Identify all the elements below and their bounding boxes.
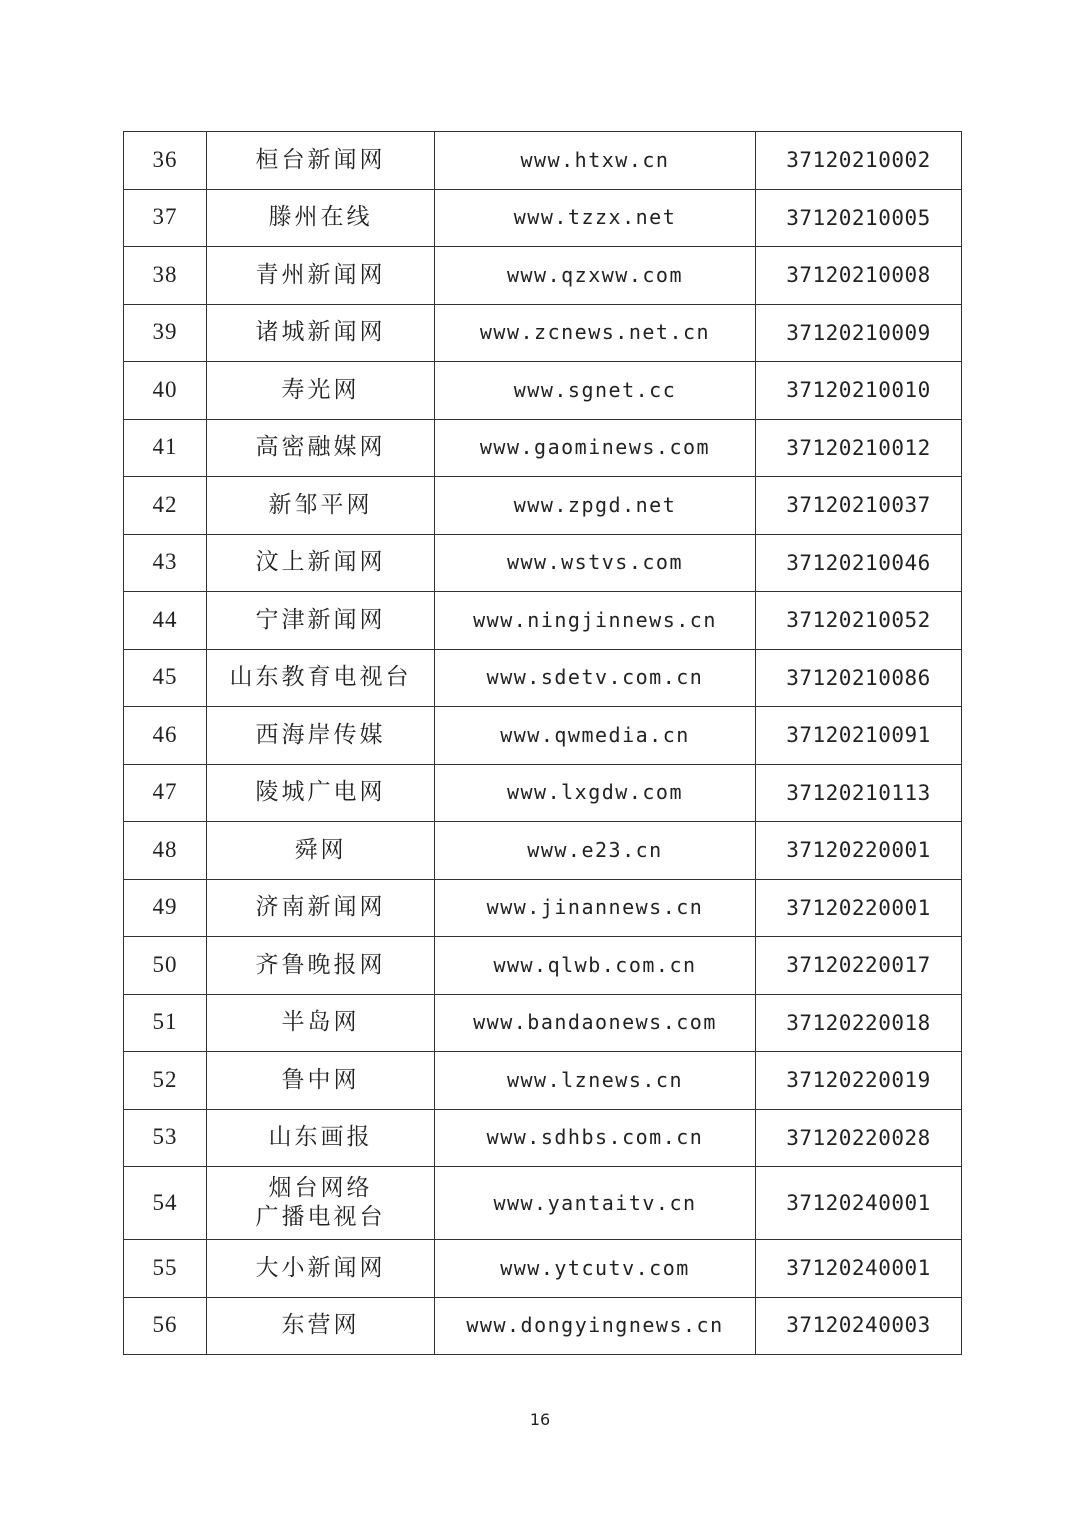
table-row — [124, 994, 962, 1052]
table-row — [124, 592, 962, 650]
row-number: 39 — [124, 304, 207, 362]
site-name: 齐鲁晚报网 — [207, 937, 435, 995]
table-row — [124, 764, 962, 822]
site-name: 宁津新闻网 — [207, 592, 435, 650]
page-number: 16 — [529, 1410, 551, 1429]
registration-code: 37120220018 — [756, 994, 962, 1052]
row-number: 50 — [124, 937, 207, 995]
row-number: 43 — [124, 534, 207, 592]
registration-code: 37120210008 — [756, 247, 962, 305]
registration-code: 37120240001 — [756, 1167, 962, 1240]
site-url: www.dongyingnews.cn — [435, 1297, 756, 1354]
registration-code: 37120210002 — [756, 132, 962, 190]
table-row — [124, 707, 962, 765]
registration-code: 37120210086 — [756, 649, 962, 707]
site-url: www.lznews.cn — [435, 1052, 756, 1110]
registration-code: 37120220017 — [756, 937, 962, 995]
site-url: www.qzxww.com — [435, 247, 756, 305]
table-row — [124, 304, 962, 362]
table-row — [124, 1297, 962, 1354]
site-name: 高密融媒网 — [207, 419, 435, 477]
table-row — [124, 649, 962, 707]
site-name — [207, 1167, 435, 1240]
row-number: 45 — [124, 649, 207, 707]
site-name: 舜网 — [207, 822, 435, 880]
registration-code: 37120220028 — [756, 1109, 962, 1167]
registration-code: 37120210037 — [756, 477, 962, 535]
site-url: www.wstvs.com — [435, 534, 756, 592]
row-number: 40 — [124, 362, 207, 420]
site-name: 诸城新闻网 — [207, 304, 435, 362]
site-name: 半岛网 — [207, 994, 435, 1052]
site-name: 鲁中网 — [207, 1052, 435, 1110]
registration-code: 37120210052 — [756, 592, 962, 650]
registration-code: 37120240001 — [756, 1240, 962, 1298]
row-number: 46 — [124, 707, 207, 765]
row-number: 42 — [124, 477, 207, 535]
site-name: 山东画报 — [207, 1109, 435, 1167]
table-row — [124, 822, 962, 880]
site-name-line-1: 烟台网络 — [268, 1175, 373, 1202]
table-row — [124, 534, 962, 592]
site-name: 滕州在线 — [207, 189, 435, 247]
site-name-line-2: 广播电视台 — [255, 1204, 386, 1230]
site-name: 山东教育电视台 — [207, 649, 435, 707]
site-url: www.zpgd.net — [435, 477, 756, 535]
site-name: 青州新闻网 — [207, 247, 435, 305]
table-row — [124, 1167, 962, 1240]
site-url: www.yantaitv.cn — [435, 1167, 756, 1240]
table-row — [124, 419, 962, 477]
row-number: 48 — [124, 822, 207, 880]
registration-code: 37120210091 — [756, 707, 962, 765]
site-url: www.bandaonews.com — [435, 994, 756, 1052]
site-url: www.e23.cn — [435, 822, 756, 880]
site-url: www.sdetv.com.cn — [435, 649, 756, 707]
row-number: 49 — [124, 879, 207, 937]
site-url: www.qwmedia.cn — [435, 707, 756, 765]
site-url: www.jinannews.cn — [435, 879, 756, 937]
site-name: 陵城广电网 — [207, 764, 435, 822]
table-row — [124, 1052, 962, 1110]
table-row — [124, 362, 962, 420]
registration-code: 37120210009 — [756, 304, 962, 362]
registration-code: 37120220001 — [756, 822, 962, 880]
site-name: 寿光网 — [207, 362, 435, 420]
row-number: 56 — [124, 1297, 207, 1354]
row-number: 55 — [124, 1240, 207, 1298]
site-name: 济南新闻网 — [207, 879, 435, 937]
site-name: 汶上新闻网 — [207, 534, 435, 592]
registration-code: 37120210012 — [756, 419, 962, 477]
table-row — [124, 937, 962, 995]
site-name: 东营网 — [207, 1297, 435, 1354]
site-url: www.htxw.cn — [435, 132, 756, 190]
registration-code: 37120240003 — [756, 1297, 962, 1354]
table-row — [124, 132, 962, 190]
site-name: 大小新闻网 — [207, 1240, 435, 1298]
registration-code: 37120210005 — [756, 189, 962, 247]
site-url: www.lxgdw.com — [435, 764, 756, 822]
row-number: 54 — [124, 1167, 207, 1240]
site-url: www.gaominews.com — [435, 419, 756, 477]
table-row — [124, 477, 962, 535]
row-number: 41 — [124, 419, 207, 477]
website-registry-table — [123, 131, 962, 1355]
table-row — [124, 189, 962, 247]
row-number: 47 — [124, 764, 207, 822]
row-number: 52 — [124, 1052, 207, 1110]
registration-code: 37120220001 — [756, 879, 962, 937]
row-number: 38 — [124, 247, 207, 305]
registration-code: 37120210010 — [756, 362, 962, 420]
site-url: www.ytcutv.com — [435, 1240, 756, 1298]
row-number: 51 — [124, 994, 207, 1052]
table-row — [124, 1240, 962, 1298]
site-name: 桓台新闻网 — [207, 132, 435, 190]
registration-code: 37120210046 — [756, 534, 962, 592]
row-number: 44 — [124, 592, 207, 650]
site-url: www.zcnews.net.cn — [435, 304, 756, 362]
row-number: 37 — [124, 189, 207, 247]
site-url: www.ningjinnews.cn — [435, 592, 756, 650]
site-url: www.qlwb.com.cn — [435, 937, 756, 995]
site-url: www.tzzx.net — [435, 189, 756, 247]
table-row — [124, 247, 962, 305]
site-url: www.sgnet.cc — [435, 362, 756, 420]
row-number: 53 — [124, 1109, 207, 1167]
registration-code: 37120210113 — [756, 764, 962, 822]
site-url: www.sdhbs.com.cn — [435, 1109, 756, 1167]
table-row — [124, 1109, 962, 1167]
registration-code: 37120220019 — [756, 1052, 962, 1110]
site-name: 西海岸传媒 — [207, 707, 435, 765]
row-number: 36 — [124, 132, 207, 190]
site-name: 新邹平网 — [207, 477, 435, 535]
table-row — [124, 879, 962, 937]
